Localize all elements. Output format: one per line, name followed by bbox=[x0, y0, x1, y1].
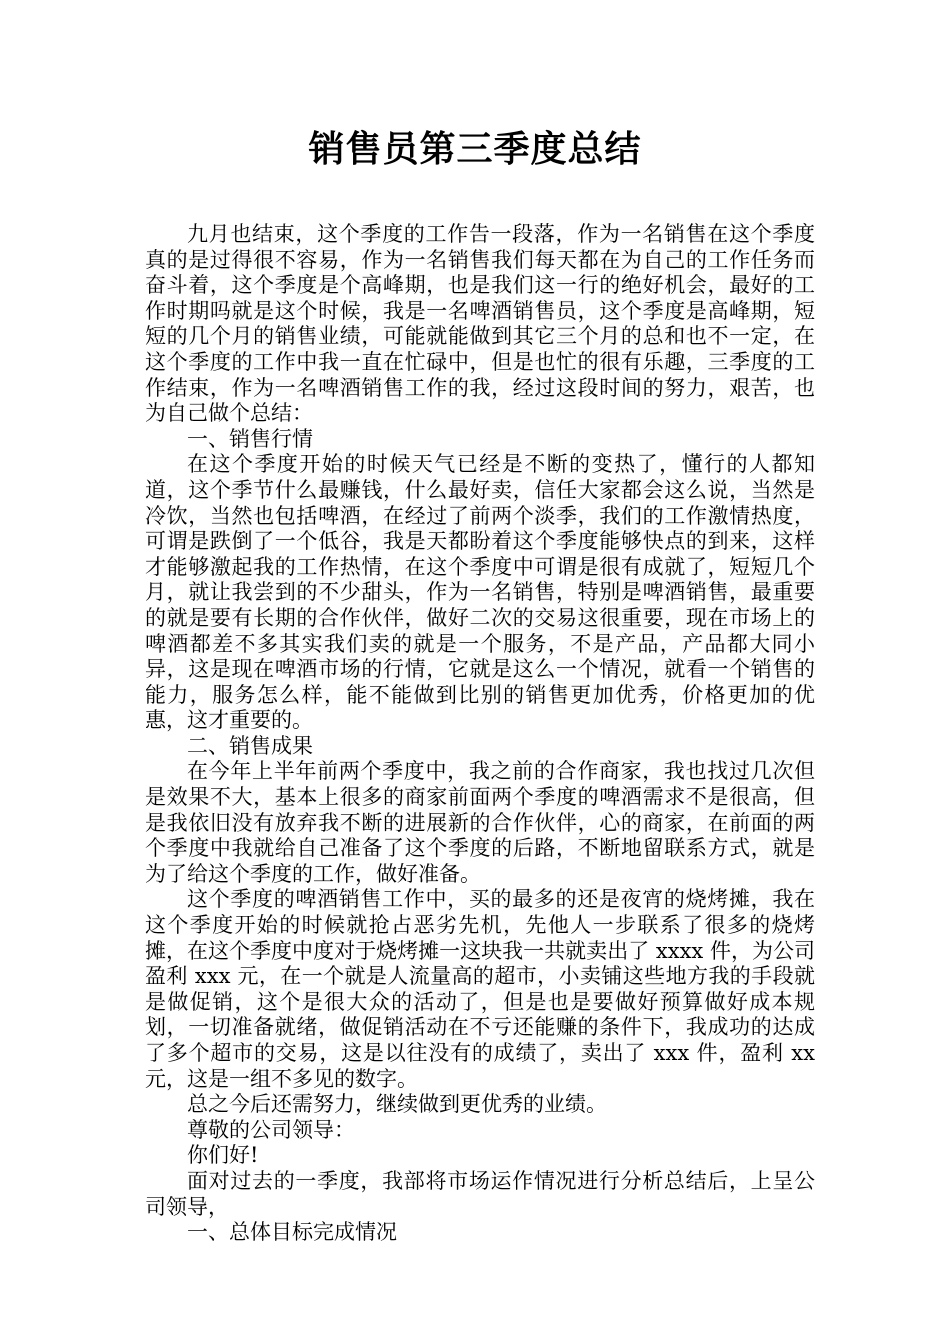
paragraph-intro: 九月也结束，这个季度的工作告一段落，作为一名销售在这个季度真的是过得很不容易，作为一名销售我们每天都在为自己的工作任务而奋斗着，这个季度是个高峰期，也是我们这一行的绝好机会，最好的工作时期吗就是这个时候，我是一名啤酒销售员，这个季度是高峰期，短短的几个月的销售业绩，可能就能做到其它三个月的总和也不一定，在这个季度的工作中我一直在忙碌中，但是也忙的很有乐趣，三季度的工作结束，作为一名啤酒销售工作的我，经过这段时间的努力，艰苦，也为自己做个总结： bbox=[145, 222, 815, 426]
paragraph-sales-situation: 在这个季度开始的时候天气已经是不断的变热了，懂行的人都知道，这个季节什么最赚钱，什么最好卖，信任大家都会这么说，当然是冷饮，当然也包括啤酒，在经过了前两个淡季，我们的工作激情热度，可谓是跌倒了一个低谷，我是天都盼着这个季度能够快点的到来，这样才能够激起我的工作热情，在这个季度中可谓是很有成就了，短短几个月，就让我尝到的不少甜头，作为一名销售，特别是啤酒销售，最重要的就是要有长期的合作伙伴，做好二次的交易这很重要，现在市场上的啤酒都差不多其实我们卖的就是一个服务，不是产品，产品都大同小异，这是现在啤酒市场的行情，它就是这么一个情况，就看一个销售的能力，服务怎么样，能不能做到比别的销售更加优秀，价格更加的优惠，这才重要的。 bbox=[145, 452, 815, 733]
paragraph-sales-results-1: 在今年上半年前两个季度中，我之前的合作商家，我也找过几次但是效果不大，基本上很多的商家前面两个季度的啤酒需求不是很高，但是我依旧没有放弃我不断的进展新的合作伙伴，心的商家，在前面的两个季度中我就给自己准备了这个季度的后路，不断地留联系方式，就是为了给这个季度的工作，做好准备。 bbox=[145, 759, 815, 886]
section-heading-overall-goals: 一、总体目标完成情况 bbox=[187, 1220, 397, 1245]
document-body bbox=[145, 222, 815, 1246]
paragraph-conclusion: 总之今后还需努力，继续做到更优秀的业绩。 bbox=[187, 1092, 607, 1117]
paragraph-salutation: 尊敬的公司领导： bbox=[187, 1117, 355, 1142]
section-heading-sales-results: 二、销售成果 bbox=[187, 733, 313, 758]
paragraph-sales-results-2: 这个季度的啤酒销售工作中，买的最多的还是夜宵的烧烤摊，我在这个季度开始的时候就抢占恶劣先机，先他人一步联系了很多的烧烤摊，在这个季度中度对于烧烤摊一这块我一共就卖出了 xxxx 件，为公司盈利 xxx 元，在一个就是人流量高的超市，小卖铺这些地方我的手段就是做促销，这个是很大众的活动了，但是也是要做好预算做好成本规划，一切准备就绪，做促销活动在不亏还能赚的条件下，我成功的达成了多个超市的交易，这是以往没有的成绩了，卖出了 xxx 件，盈利 xx 元，这是一组不多见的数字。 bbox=[145, 887, 815, 1091]
section-heading-sales-situation: 一、销售行情 bbox=[187, 426, 313, 451]
paragraph-greeting: 你们好! bbox=[187, 1143, 259, 1168]
paragraph-report-intro: 面对过去的一季度，我部将市场运作情况进行分析总结后，上呈公司领导， bbox=[145, 1168, 815, 1219]
page-title: 销售员第三季度总结 bbox=[308, 129, 642, 170]
